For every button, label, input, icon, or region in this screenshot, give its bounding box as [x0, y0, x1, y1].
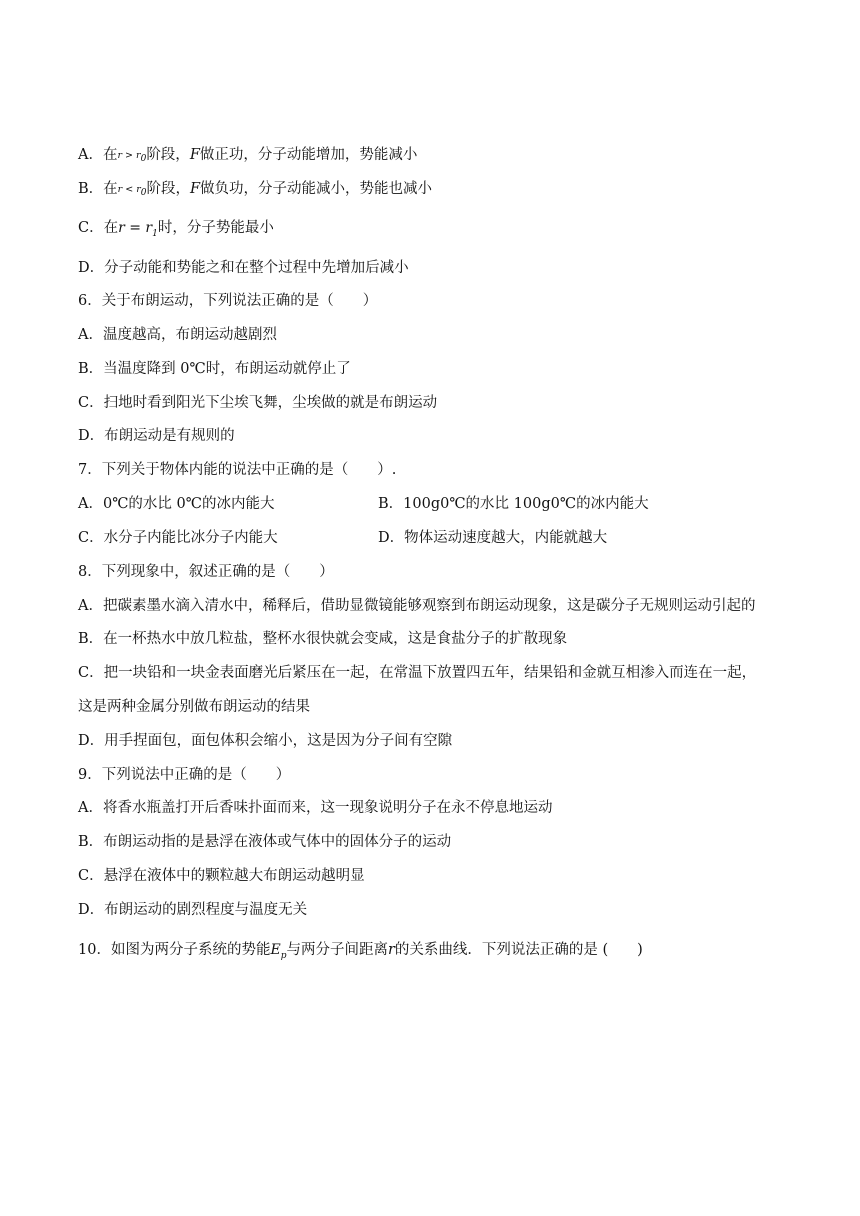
q9-option-b: B．布朗运动指的是悬浮在液体或气体中的固体分子的运动 — [78, 834, 452, 850]
q5-option-a: A．在$r > r_0$阶段，F做正功，分子动能增加，势能减小 — [78, 147, 418, 164]
q9-option-c: C．悬浮在液体中的颗粒越大布朗运动越明显 — [78, 868, 365, 884]
q8-option-d: D．用手捏面包，面包体积会缩小，这是因为分子间有空隙 — [78, 733, 453, 749]
q7-stem: 7．下列关于物体内能的说法中正确的是（ ）. — [78, 462, 397, 478]
math-expression: $r < r_0$ — [117, 184, 147, 198]
math-variable: F — [189, 147, 200, 163]
q5-option-c: C．在$r = r_1$时，分子势能最小 — [78, 220, 274, 239]
q6-option-a: A．温度越高，布朗运动越剧烈 — [78, 327, 277, 343]
q5-option-b: B．在$r < r_0$阶段，F做负功，分子动能减小，势能也减小 — [78, 181, 433, 198]
math-expression: $r = r_1$ — [118, 220, 158, 239]
q8-stem: 8．下列现象中，叙述正确的是（ ） — [78, 564, 334, 580]
q6-option-c: C．扫地时看到阳光下尘埃飞舞，尘埃做的就是布朗运动 — [78, 395, 438, 411]
q9-option-a: A．将香水瓶盖打开后香味扑面而来，这一现象说明分子在永不停息地运动 — [78, 800, 553, 816]
math-expression: $r > r_0$ — [117, 150, 147, 164]
q7-option-c: C．水分子内能比冰分子内能大 — [78, 530, 278, 546]
option-label: A．在 — [78, 147, 118, 163]
q5-option-d: D．分子动能和势能之和在整个过程中先增加后减小 — [78, 260, 409, 276]
q10-stem: 10．如图为两分子系统的势能$E_p$与两分子间距离r的关系曲线．下列说法正确的是 ( ) — [78, 942, 643, 961]
q7-option-d: D．物体运动速度越大，内能就越大 — [378, 530, 608, 546]
q7-option-a: A．0℃的水比 0℃的冰内能大 — [78, 496, 275, 512]
option-label: C．在 — [78, 220, 119, 236]
math-variable: F — [189, 181, 201, 197]
q9-stem: 9．下列说法中正确的是（ ） — [78, 767, 291, 783]
math-variable: r — [387, 942, 395, 958]
q8-option-a: A．把碳素墨水滴入清水中，稀释后，借助显微镜能够观察到布朗运动现象，这是碳分子无规则运动引起的 — [78, 598, 756, 614]
q6-option-b: B．当温度降到 0℃时，布朗运动就停止了 — [78, 361, 351, 377]
option-label: B．在 — [78, 181, 118, 197]
q8-option-c-line1: C．把一块铅和一块金表面磨光后紧压在一起，在常温下放置四五年，结果铅和金就互相渗入而连在一起， — [78, 665, 757, 681]
q9-option-d: D．布朗运动的剧烈程度与温度无关 — [78, 902, 308, 918]
q8-option-c-line2: 这是两种金属分别做布朗运动的结果 — [78, 699, 310, 715]
q6-stem: 6．关于布朗运动，下列说法正确的是（ ） — [78, 293, 378, 309]
q6-option-d: D．布朗运动是有规则的 — [78, 428, 235, 444]
q7-option-b: B．100g0℃的水比 100g0℃的冰内能大 — [378, 496, 649, 512]
math-variable: $E_p$ — [270, 942, 287, 961]
q8-option-b: B．在一杯热水中放几粒盐，整杯水很快就会变咸，这是食盐分子的扩散现象 — [78, 631, 568, 647]
